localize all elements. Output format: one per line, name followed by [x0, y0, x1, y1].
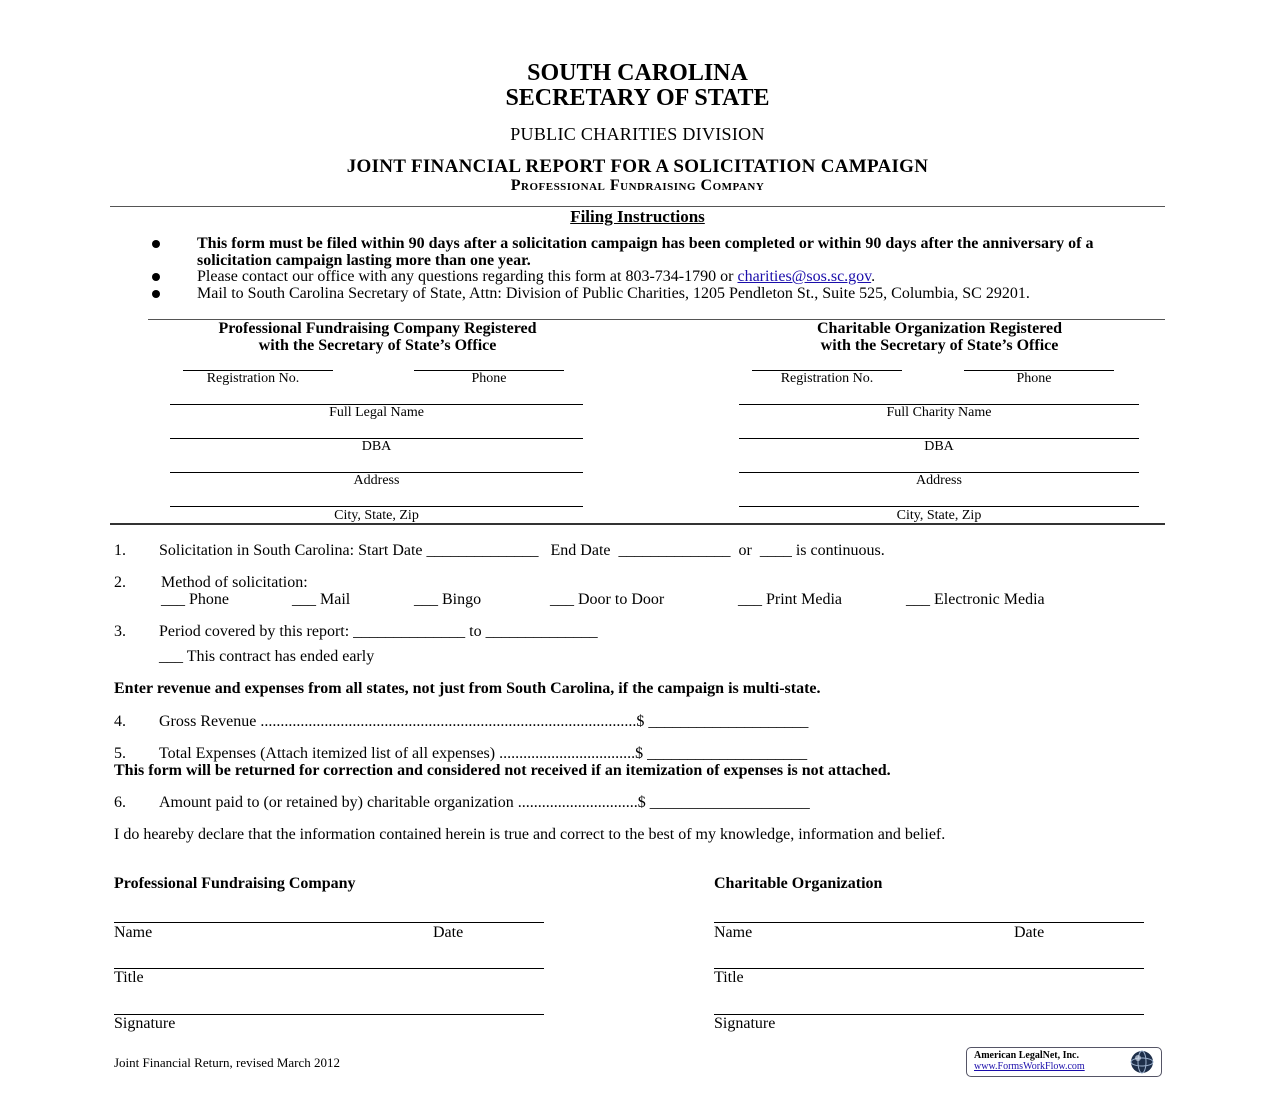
pfc-name-label: Full Legal Name [329, 405, 424, 420]
logo-url[interactable]: www.FormsWorkFlow.com [974, 1061, 1085, 1072]
item-3-period-covered[interactable]: Period covered by this report: ______________ to ______________ [159, 623, 598, 640]
legalnet-logo[interactable] [966, 1047, 1162, 1077]
pfc-title-line[interactable] [114, 968, 544, 969]
charity-sig-title-label: Title [714, 969, 744, 986]
method-door-to-door[interactable]: ___ Door to Door [550, 591, 665, 608]
charity-name-date-line[interactable] [714, 922, 1144, 923]
charity-dba-label: DBA [924, 439, 954, 454]
bullet [152, 290, 160, 298]
bullet [152, 273, 160, 281]
bullet [152, 240, 160, 248]
charity-sig-signature-label: Signature [714, 1015, 776, 1032]
pfc-heading [150, 320, 605, 354]
division-title: PUBLIC CHARITIES DIVISION [510, 124, 765, 144]
charity-sig-date-label: Date [1014, 924, 1045, 941]
charity-heading-line1: Charitable Organization Registered [816, 320, 1062, 337]
item-2-label: Method of solicitation: [161, 574, 308, 591]
declaration: I do heareby declare that the information contained herein is true and correct to the best of my knowledge, information and belief. [114, 826, 946, 843]
pfc-sig-signature-label: Signature [114, 1015, 176, 1032]
method-phone[interactable]: ___ Phone [161, 591, 229, 608]
instruction-contact [197, 268, 1147, 285]
pfc-name-date-line[interactable] [114, 922, 544, 923]
charity-heading-line2: with the Secretary of State’s Office [820, 337, 1059, 354]
method-electronic-media[interactable]: ___ Electronic Media [906, 591, 1045, 608]
pfc-city-field[interactable] [170, 506, 583, 507]
sig-right-heading: Charitable Organization [714, 875, 883, 892]
pfc-sig-name-label: Name [114, 924, 153, 941]
globe-icon [1125, 1049, 1159, 1075]
charity-title-line[interactable] [714, 968, 1144, 969]
state-title: SOUTH CAROLINA [527, 60, 748, 86]
itemization-warning: This form will be returned for correction and considered not received if an itemization of expenses is not attached. [114, 762, 891, 779]
item-6-number: 6. [114, 794, 126, 811]
email-link[interactable]: charities@sos.sc.gov [737, 268, 872, 285]
contract-ended-early[interactable]: ___ This contract has ended early [159, 648, 375, 665]
logo-company: American LegalNet, Inc. [974, 1050, 1079, 1061]
item-1-number: 1. [114, 542, 126, 559]
item-4-number: 4. [114, 713, 126, 730]
pfc-phone-label: Phone [471, 371, 507, 386]
item-1-solicitation-dates[interactable]: Solicitation in South Carolina: Start Date ______________ End Date ______________ or ____ is continuous. [159, 542, 885, 559]
pfc-sig-title-label: Title [114, 969, 144, 986]
charity-heading [712, 320, 1167, 354]
charity-sig-name-label: Name [714, 924, 753, 941]
section-divider [110, 523, 1165, 525]
pfc-city-label: City, State, Zip [334, 508, 419, 523]
report-title: JOINT FINANCIAL REPORT FOR A SOLICITATION CAMPAIGN [346, 156, 929, 177]
charity-city-field[interactable] [739, 506, 1139, 507]
gross-revenue-field[interactable]: Gross Revenue ..............................................................................................$ ____________________ [159, 713, 809, 730]
contact-text: Please contact our office with any questions regarding this form at 803-734-1790 or [197, 268, 738, 285]
charity-phone-label: Phone [1016, 371, 1052, 386]
instructions-heading: Filing Instructions [570, 207, 705, 226]
charity-city-label: City, State, Zip [896, 508, 982, 523]
instruction-deadline: This form must be filed within 90 days after a solicitation campaign has been completed or within 90 days after the anniversary of a solicitation campaign lasting more than one year. [197, 235, 1094, 269]
method-print-media[interactable]: ___ Print Media [738, 591, 842, 608]
charity-reg-no-label: Registration No. [780, 371, 874, 386]
multi-state-note: Enter revenue and expenses from all states, not just from South Carolina, if the campaign is multi-state. [114, 680, 821, 697]
contact-end: . [871, 268, 876, 285]
item-2-number: 2. [114, 574, 126, 591]
pfc-signature-line[interactable] [114, 1014, 544, 1015]
charity-name-label: Full Charity Name [886, 405, 992, 420]
pfc-address-label: Address [353, 473, 400, 488]
pfc-heading-line2: with the Secretary of State’s Office [258, 337, 497, 354]
report-subtitle: Professional Fundraising Company [510, 177, 765, 194]
amount-paid-field[interactable]: Amount paid to (or retained by) charitable organization ..............................$ ____________________ [159, 794, 810, 811]
pfc-dba-label: DBA [361, 439, 392, 454]
instruction-mail: Mail to South Carolina Secretary of State, Attn: Division of Public Charities, 1205 Pendleton St., Suite 525, Columbia, SC 29201. [197, 285, 1030, 302]
method-mail[interactable]: ___ Mail [292, 591, 351, 608]
item-5-number: 5. [114, 745, 126, 762]
method-bingo[interactable]: ___ Bingo [414, 591, 482, 608]
office-title: SECRETARY OF STATE [505, 85, 770, 111]
charity-address-label: Address [916, 473, 962, 488]
pfc-reg-no-label: Registration No. [206, 371, 300, 386]
total-expenses-field[interactable]: Total Expenses (Attach itemized list of all expenses) ..................................$ ____________________ [159, 745, 808, 762]
revision-note: Joint Financial Return, revised March 2012 [114, 1055, 341, 1070]
charity-signature-line[interactable] [714, 1014, 1144, 1015]
pfc-heading-line1: Professional Fundraising Company Registered [218, 320, 537, 337]
pfc-sig-date-label: Date [433, 924, 464, 941]
item-3-number: 3. [114, 623, 126, 640]
sig-left-heading: Professional Fundraising Company [114, 875, 356, 892]
